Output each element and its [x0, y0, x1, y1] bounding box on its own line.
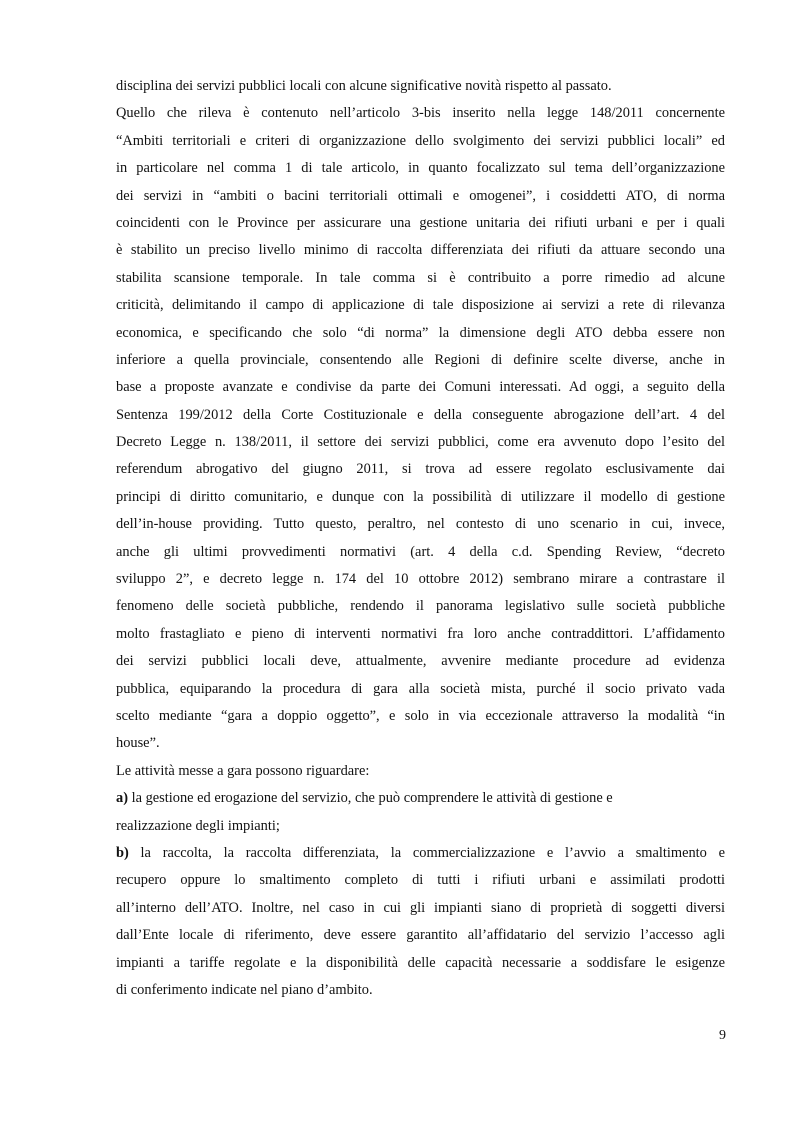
text-line	[116, 100, 725, 127]
text-line	[116, 950, 725, 977]
text-line-content: criticità, delimitando il campo di applicazione di tale disposizione ai servizi a rete di rilevanza	[116, 297, 725, 314]
text-line	[116, 320, 725, 347]
text-line	[116, 128, 725, 155]
text-line	[116, 265, 725, 292]
text-line-content: Sentenza 199/2012 della Corte Costituzionale e della conseguente abrogazione dell’art. 4 del	[116, 406, 725, 423]
text-line	[116, 155, 725, 182]
text-line	[116, 347, 725, 374]
text-line-content: scelto mediante “gara a doppio oggetto”, e solo in via eccezionale attraverso la modalità “in	[116, 707, 725, 724]
text-line	[116, 840, 725, 867]
text-line	[116, 977, 725, 1004]
text-line	[116, 484, 725, 511]
text-line-content: in particolare nel comma 1 di tale articolo, in quanto focalizzato sul tema dell’organizzazione	[116, 160, 725, 177]
text-line-content: la raccolta, la raccolta differenziata, la commercializzazione e l’avvio a smaltimento e	[128, 844, 725, 861]
text-line-content: è stabilito un preciso livello minimo di raccolta differenziata dei rifiuti da attuare secondo una	[116, 242, 725, 259]
text-line	[116, 539, 725, 566]
text-line	[116, 867, 725, 894]
text-line-content: disciplina dei servizi pubblici locali con alcune significative novità rispetto al passato.	[116, 78, 612, 94]
text-line-content: la gestione ed erogazione del servizio, che può comprendere le attività di gestione e	[128, 790, 613, 807]
text-line	[116, 292, 725, 319]
text-line	[116, 210, 725, 237]
text-line-content: di conferimento indicate nel piano d’ambito.	[116, 981, 373, 998]
text-line-content: sviluppo 2”, e decreto legge n. 174 del 10 ottobre 2012) sembrano mirare a contrastare il	[116, 571, 725, 588]
text-line-content: Quello che rileva è contenuto nell’articolo 3-bis inserito nella legge 148/2011 concernente	[116, 105, 725, 122]
text-line-content: Le attività messe a gara possono riguardare:	[116, 762, 370, 779]
text-line	[116, 73, 725, 100]
text-line	[116, 429, 725, 456]
text-line	[116, 813, 725, 840]
text-line-content: dell’in-house providing. Tutto questo, peraltro, nel contesto di uno scenario in cui, invece,	[116, 516, 725, 533]
text-line-content: coincidenti con le Province per assicurare una gestione unitaria dei rifiuti urbani e per i quali	[116, 214, 725, 231]
text-line	[116, 593, 725, 620]
text-line-content: pubblica, equiparando la procedura di gara alla società mista, purché il socio privato vada	[116, 680, 725, 697]
text-line	[116, 374, 725, 401]
text-line-content: molto frastagliato e pieno di interventi normativi fra loro anche contraddittori. L’affidamento	[116, 625, 725, 642]
text-line-content: fenomeno delle società pubbliche, rendendo il panorama legislativo sulle società pubbliche	[116, 598, 725, 615]
text-line-content: recupero oppure lo smaltimento completo di tutti i rifiuti urbani e assimilati prodotti	[116, 872, 725, 889]
text-line-content: dei servizi in “ambiti o bacini territoriali ottimali e omogenei”, i cosiddetti ATO, di norma	[116, 187, 725, 204]
body-text	[116, 73, 725, 1004]
text-line-content: principi di diritto comunitario, e dunque con la possibilità di utilizzare il modello di gestione	[116, 488, 725, 505]
text-line	[116, 183, 725, 210]
text-line-content: dei servizi pubblici locali deve, attualmente, avvenire mediante procedure ad evidenza	[116, 653, 725, 670]
text-line	[116, 676, 725, 703]
text-line	[116, 648, 725, 675]
text-line	[116, 456, 725, 483]
text-line-content: all’interno dell’ATO. Inoltre, nel caso in cui gli impianti siano di proprietà di soggetti diversi	[116, 899, 725, 916]
page-number: 9	[719, 1028, 726, 1043]
text-line-content: “Ambiti territoriali e criteri di organizzazione dello svolgimento dei servizi pubblici locali” ed	[116, 132, 725, 149]
text-line	[116, 922, 725, 949]
list-item-label: a)	[116, 790, 128, 807]
text-line	[116, 402, 725, 429]
text-line-content: impianti a tariffe regolate e la disponibilità delle capacità necessarie a soddisfare le esigenze	[116, 954, 725, 971]
text-line-content: anche gli ultimi provvedimenti normativi (art. 4 della c.d. Spending Review, “decreto	[116, 543, 725, 560]
text-line-content: stabilita scansione temporale. In tale comma si è contribuito a porre rimedio ad alcune	[116, 269, 725, 286]
text-line	[116, 703, 725, 730]
text-line-content: dall’Ente locale di riferimento, deve essere garantito all’affidatario del servizio l’accesso agli	[116, 927, 725, 944]
text-line	[116, 758, 725, 785]
text-line-content: Decreto Legge n. 138/2011, il settore dei servizi pubblici, come era avvenuto dopo l’esito del	[116, 434, 725, 451]
text-line	[116, 895, 725, 922]
text-line-content: house”.	[116, 735, 160, 752]
text-line	[116, 621, 725, 648]
text-line	[116, 785, 725, 812]
text-line-content: economica, e specificando che solo “di norma” la dimensione degli ATO debba essere non	[116, 324, 725, 341]
text-line	[116, 730, 725, 757]
text-line	[116, 511, 725, 538]
text-line-content: realizzazione degli impianti;	[116, 817, 280, 834]
text-line-content: inferiore a quella provinciale, consentendo alle Regioni di definire scelte diverse, anche in	[116, 351, 725, 368]
text-line	[116, 566, 725, 593]
text-line-content: base a proposte avanzate e condivise da parte dei Comuni interessati. Ad oggi, a seguito della	[116, 379, 725, 396]
list-item-label: b)	[116, 844, 129, 861]
text-line	[116, 237, 725, 264]
text-line-content: referendum abrogativo del giugno 2011, si trova ad essere regolato esclusivamente dai	[116, 461, 725, 478]
